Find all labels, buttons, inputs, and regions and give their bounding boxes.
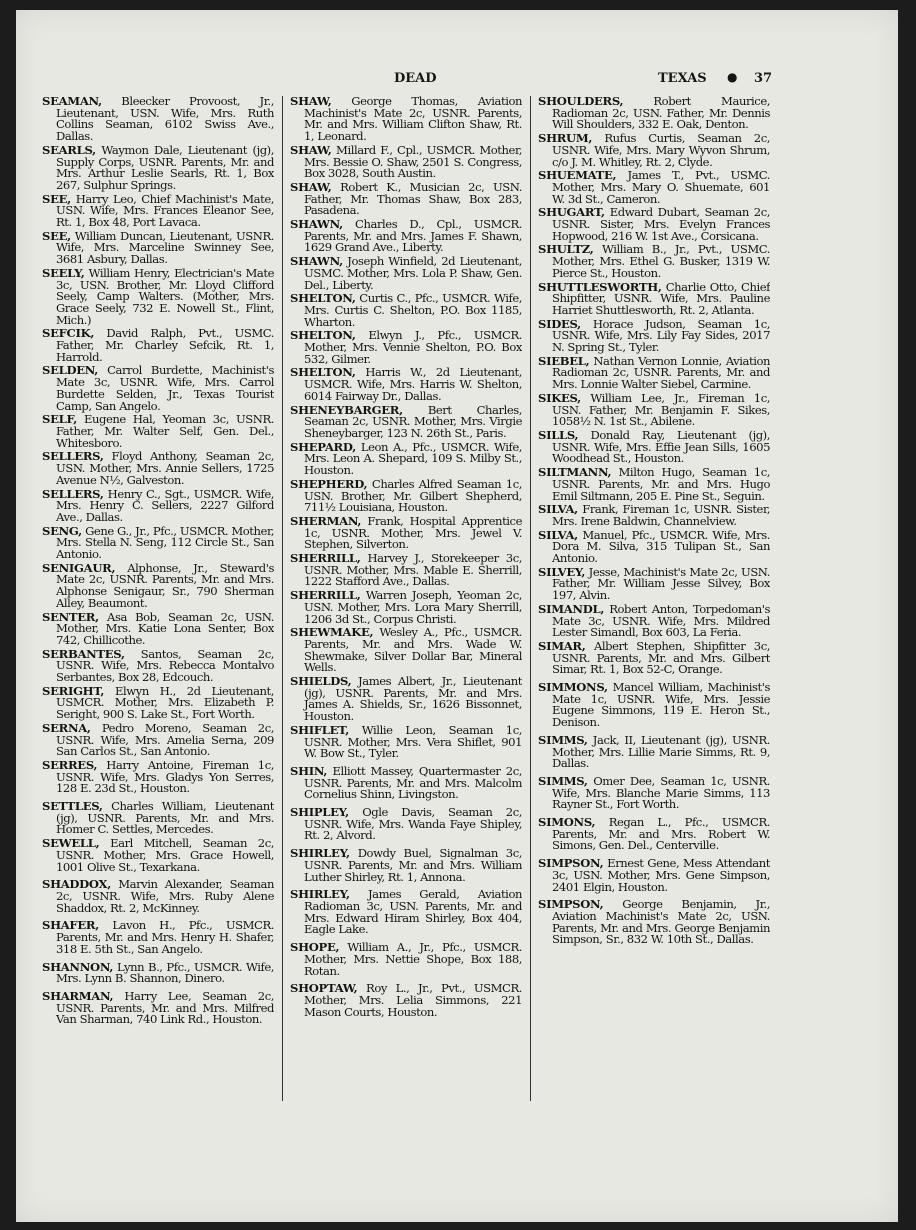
entry-details: Marvin Alexander, Seaman 2c, USNR. Wife, Mrs. Ruby Alene Shaddox, Rt. 2, McKinney. xyxy=(56,877,274,915)
entry-surname: SEAMAN, xyxy=(42,96,102,108)
entry-details: Harvey J., Storekeeper 3c, USNR. Mother, Mrs. Mable E. Sherrill, 1222 Stafford Ave., Dallas. xyxy=(304,551,522,589)
entry-details: Albert Stephen, Shipfitter 3c, USNR. Parents, Mr. and Mrs. Gilbert Simar, Rt. 1, Box 52-C, Orange. xyxy=(552,638,770,677)
entry-surname: SERNA, xyxy=(42,720,91,735)
entry-surname: SILVA, xyxy=(538,527,578,542)
list-entry xyxy=(290,590,522,625)
column-rule xyxy=(530,96,531,1101)
entry-surname: SILLS, xyxy=(538,427,579,442)
entry-surname: SELLERS, xyxy=(42,449,104,464)
entry-details: Lynn B., Pfc., USMCR. Wife, Mrs. Lynn B. Shannon, Dinero. xyxy=(56,959,274,986)
list-entry xyxy=(538,564,770,603)
entry-details: Carrol Burdette, Machinist's Mate 3c, USNR. Wife, Mrs. Carrol Burdette Selden, Jr., Texas Tourist Camp, San Angelo. xyxy=(56,363,274,413)
list-entry xyxy=(290,983,522,1018)
list-entry xyxy=(538,638,770,677)
entry-details: Leon A., Pfc., USMCR. Wife, Mrs. Leon A. Shepard, 109 S. Milby St., Houston. xyxy=(304,439,522,478)
entry-surname: SHADDOX, xyxy=(42,877,111,892)
entry-details: Elwyn J., Pfc., USMCR. Mother, Mrs. Vennie Shelton, P.O. Box 532, Gilmer. xyxy=(304,328,522,366)
list-entry xyxy=(538,527,770,566)
list-entry xyxy=(290,179,522,218)
entry-surname: SHENEYBARGER, xyxy=(290,402,403,417)
list-entry xyxy=(42,801,274,836)
list-entry xyxy=(290,889,522,936)
entry-surname: SHIRLEY, xyxy=(290,887,350,902)
list-entry xyxy=(290,848,522,883)
list-entry xyxy=(42,523,274,562)
entry-surname: SHAWN, xyxy=(290,217,343,232)
entry-surname: SHAW, xyxy=(290,142,332,157)
entry-surname: SHULTZ, xyxy=(538,242,594,257)
entry-surname: SETTLES, xyxy=(42,799,103,814)
entry-details: William B., Jr., Pvt., USMC. Mother, Mrs. Ethel G. Busker, 1319 W. Pierce St., Houston. xyxy=(552,242,770,280)
list-entry xyxy=(538,682,770,729)
entry-details: Mancel William, Machinist's Mate 1c, USNR. Wife, Mrs. Jessie Eugene Simmons, 119 E. Heron St., Denison. xyxy=(552,680,770,730)
entry-surname: SHIELDS, xyxy=(290,674,352,689)
list-entry xyxy=(42,265,274,327)
list-entry xyxy=(538,601,770,640)
list-entry xyxy=(42,988,274,1027)
entry-details: Santos, Seaman 2c, USNR. Wife, Mrs. Rebecca Montalvo Serbantes, Box 28, Edcouch. xyxy=(56,646,274,685)
list-entry xyxy=(290,476,522,515)
entry-details: Charles D., Cpl., USMCR. Parents, Mr. and Mrs. James F. Shawn, 1629 Grand Ave., Liberty. xyxy=(304,217,522,255)
entry-details: Curtis C., Pfc., USMCR. Wife, Mrs. Curtis C. Shelton, P.O. Box 1185, Wharton. xyxy=(304,291,522,329)
list-entry xyxy=(538,773,770,812)
entry-surname: SHELTON, xyxy=(290,365,356,380)
list-entry xyxy=(538,207,770,242)
entry-details: James Gerald, Aviation Radioman 3c, USN. Parents, Mr. and Mrs. Edward Hiram Shirley, Box 404, Eagle Lake. xyxy=(304,887,522,937)
entry-surname: SHAW, xyxy=(290,179,332,194)
entry-details: Jack, II, Lieutenant (jg), USNR. Mother, Mrs. Lillie Marie Simms, Rt. 9, Dallas. xyxy=(552,732,770,771)
list-entry xyxy=(538,316,770,355)
list-entry xyxy=(42,228,274,267)
entry-surname: SIMMONS, xyxy=(538,680,608,695)
entry-surname: SEWELL, xyxy=(42,836,100,851)
entry-details: Harris W., 2d Lieutenant, USMCR. Wife, Mrs. Harris W. Shelton, 6014 Fairway Dr., Dallas. xyxy=(304,365,522,403)
entry-details: Milton Hugo, Seaman 1c, USNR. Parents, Mr. and Mrs. Hugo Emil Siltmann, 205 E. Pine St., Seguin. xyxy=(552,465,770,503)
entry-surname: SIEBEL, xyxy=(538,353,590,368)
entry-details: Asa Bob, Seaman 2c, USN. Mother, Mrs. Katie Lona Senter, Box 742, Chillicothe. xyxy=(56,609,274,647)
list-entry xyxy=(290,367,522,402)
entry-details: James T., Pvt., USMC. Mother, Mrs. Mary O. Shuemate, 601 W. 3d St., Cameron. xyxy=(552,168,770,206)
entry-details: Charles William, Lieutenant (jg), USNR. Parents, Mr. and Mrs. Homer C. Settles, Mercedes. xyxy=(56,799,274,837)
header-bullet: ● xyxy=(727,70,738,84)
entry-details: James Albert, Jr., Lieutenant (jg), USNR. Parents, Mr. and Mrs. James A. Shields, Sr., 1626 Bissonnet, Houston. xyxy=(304,674,522,724)
list-entry xyxy=(42,414,274,449)
entry-surname: SHELTON, xyxy=(290,291,356,306)
list-entry xyxy=(42,191,274,230)
entry-details: Roy L., Jr., Pvt., USMCR. Mother, Mrs. Lelia Simmons, 221 Mason Courts, Houston. xyxy=(304,981,522,1019)
entry-details: Robert Maurice, Radioman 2c, USN. Father, Mr. Dennis Will Shoulders, 332 E. Oak, Denton. xyxy=(552,96,770,132)
entry-surname: SEELY, xyxy=(42,265,85,280)
entry-surname: SHERRILL, xyxy=(290,551,361,566)
entry-surname: SHOPTAW, xyxy=(290,981,358,996)
entry-surname: SHUGART, xyxy=(538,205,605,220)
entry-details: Willie Leon, Seaman 1c, USNR. Mother, Mrs. Vera Shiflet, 901 W. Bow St., Tyler. xyxy=(304,722,522,761)
running-header xyxy=(16,71,898,89)
list-entry xyxy=(538,504,770,527)
list-entry xyxy=(290,627,522,674)
list-entry xyxy=(42,683,274,722)
entry-surname: SIMMS, xyxy=(538,732,588,747)
entry-surname: SHIFLET, xyxy=(290,722,349,737)
entry-surname: SEARLS, xyxy=(42,142,96,157)
list-entry xyxy=(538,244,770,279)
list-entry xyxy=(538,353,770,392)
list-entry xyxy=(290,513,522,552)
list-entry xyxy=(290,219,522,254)
page-number: 37 xyxy=(754,71,773,86)
entry-details: Robert K., Musician 2c, USN. Father, Mr. Thomas Shaw, Box 283, Pasadena. xyxy=(304,179,522,218)
list-entry xyxy=(290,439,522,478)
list-entry xyxy=(538,170,770,205)
list-entry xyxy=(42,920,274,955)
entry-surname: SHERMAN, xyxy=(290,513,362,528)
entry-details: Earl Mitchell, Seaman 2c, USNR. Mother, Mrs. Grace Howell, 1001 Olive St., Texarkana. xyxy=(56,836,274,874)
list-entry xyxy=(538,467,770,502)
entry-surname: SHIRLEY, xyxy=(290,846,350,861)
entry-details: Bleecker Provoost, Jr., Lieutenant, USN. Wife, Mrs. Ruth Collins Seaman, 6102 Swiss Ave., Dallas. xyxy=(56,96,274,144)
entry-surname: SHERRILL, xyxy=(290,588,361,603)
entry-surname: SIMANDL, xyxy=(538,601,605,616)
entry-surname: SENIGAUR, xyxy=(42,560,116,575)
list-entry xyxy=(42,646,274,685)
entry-details: Alphonse, Jr., Steward's Mate 2c, USNR. Parents, Mr. and Mrs. Alphonse Senigaur, Sr., 790 Sherman Alley, Beaumont. xyxy=(56,560,274,610)
entry-details: Rufus Curtis, Seaman 2c, USNR. Wife, Mrs. Mary Wyvon Shrum, c/o J. M. Whitley, Rt. 2, Clyde. xyxy=(552,131,770,169)
entry-surname: SHIPLEY, xyxy=(290,805,349,820)
entry-details: Harry Antoine, Fireman 1c, USNR. Wife, Mrs. Gladys Yon Serres, 128 E. 23d St., Houston. xyxy=(56,757,274,796)
list-entry xyxy=(42,486,274,524)
entry-surname: SHELTON, xyxy=(290,328,356,343)
entry-surname: SEE, xyxy=(42,228,71,243)
list-entry xyxy=(538,279,770,317)
entry-details: Charles Alfred Seaman 1c, USN. Brother, Mr. Gilbert Shepherd, 711½ Louisiana, Houston. xyxy=(304,476,522,515)
entry-details: Frank, Fireman 1c, USNR. Sister, Mrs. Irene Baldwin, Channelview. xyxy=(552,502,770,528)
entry-details: Wesley A., Pfc., USMCR. Parents, Mr. and Mrs. Wade W. Shewmake, Silver Dollar Bar, Mineral Wells. xyxy=(304,625,522,675)
entry-surname: SILTMANN, xyxy=(538,465,612,480)
entry-details: William Duncan, Lieutenant, USNR. Wife, Mrs. Marceline Swinney See, 3681 Asbury, Dallas. xyxy=(56,228,274,267)
list-entry xyxy=(290,676,522,723)
entry-details: George Thomas, Aviation Machinist's Mate 2c, USNR. Parents, Mr. and Mrs. William Clifton Shaw, Rt. 1, Leonard. xyxy=(304,96,522,144)
list-entry xyxy=(290,256,522,291)
list-entry xyxy=(42,838,274,873)
state-title: TEXAS xyxy=(658,71,707,86)
list-entry xyxy=(42,720,274,759)
list-entry xyxy=(538,732,770,771)
entry-surname: SIMPSON, xyxy=(538,897,604,912)
entry-details: Bert Charles, Seaman 2c, USNR. Mother, Mrs. Virgie Sheneybarger, 123 N. 26th St., Paris. xyxy=(304,402,522,440)
entry-details: Manuel, Pfc., USMCR. Wife, Mrs. Dora M. Silva, 315 Tulipan St., San Antonio. xyxy=(552,527,770,566)
list-entry xyxy=(290,96,522,143)
column-rule xyxy=(282,96,283,1101)
list-entry xyxy=(538,817,770,852)
entry-details: William A., Jr., Pfc., USMCR. Mother, Mrs. Nettie Shope, Box 188, Rotan. xyxy=(304,940,522,978)
entry-details: Harry Leo, Chief Machinist's Mate, USN. Wife, Mrs. Frances Eleanor See, Rt. 1, Box 48, Port Lavaca. xyxy=(56,191,274,230)
entry-surname: SERRES, xyxy=(42,757,98,772)
entry-surname: SIMONS, xyxy=(538,815,596,830)
entry-surname: SHEPARD, xyxy=(290,439,356,454)
entry-surname: SENG, xyxy=(42,523,82,538)
entry-details: Charlie Otto, Chief Shipfitter, USNR. Wife, Mrs. Pauline Harriet Shuttlesworth, Rt. 2, Atlanta. xyxy=(552,279,770,317)
entry-details: Jesse, Machinist's Mate 2c, USN. Father, Mr. William Jesse Silvey, Box 197, Alvin. xyxy=(552,564,770,603)
list-entry xyxy=(42,959,274,986)
entry-surname: SHEPHERD, xyxy=(290,476,368,491)
entry-surname: SENTER, xyxy=(42,609,99,624)
list-entry xyxy=(42,96,274,143)
list-entry xyxy=(290,942,522,977)
entry-surname: SHAWN, xyxy=(290,254,343,269)
entry-surname: SELLERS, xyxy=(42,486,104,501)
column-1 xyxy=(42,96,274,1106)
list-entry xyxy=(42,560,274,610)
list-entry xyxy=(290,402,522,440)
list-entry xyxy=(42,365,274,412)
entry-surname: SHEWMAKE, xyxy=(290,625,374,640)
list-entry xyxy=(42,451,274,486)
entry-surname: SIMPSON, xyxy=(538,856,604,871)
document-page xyxy=(16,10,898,1222)
entry-details: Regan L., Pfc., USMCR. Parents, Mr. and Mrs. Robert W. Simons, Gen. Del., Centerville. xyxy=(552,815,770,853)
entry-surname: SEE, xyxy=(42,191,71,206)
entry-surname: SHAW, xyxy=(290,96,332,108)
list-entry xyxy=(290,142,522,181)
entry-surname: SELDEN, xyxy=(42,363,99,378)
entry-details: Elwyn H., 2d Lieutenant, USMCR. Mother, Mrs. Elizabeth P. Seright, 900 S. Lake St., Fort Worth. xyxy=(56,683,274,722)
list-entry xyxy=(290,763,522,802)
entry-surname: SHUTTLESWORTH, xyxy=(538,279,662,294)
entry-surname: SILVA, xyxy=(538,502,578,517)
entry-details: Pedro Moreno, Seaman 2c, USNR. Wife, Mrs. Amelia Serna, 209 San Carlos St., San Antonio. xyxy=(56,720,274,759)
entry-details: William Lee, Jr., Fireman 1c, USN. Father, Mr. Benjamin F. Sikes, 1058½ N. 1st St., Abilene. xyxy=(552,390,770,429)
entry-surname: SHAFER, xyxy=(42,918,99,933)
entry-details: Henry C., Sgt., USMCR. Wife, Mrs. Henry C. Sellers, 2227 Gilford Ave., Dallas. xyxy=(56,486,274,524)
list-entry xyxy=(538,427,770,466)
list-entry xyxy=(290,330,522,365)
entry-surname: SHOPE, xyxy=(290,940,340,955)
entry-surname: SHRUM, xyxy=(538,131,593,146)
list-entry xyxy=(538,133,770,168)
entry-surname: SEFCIK, xyxy=(42,326,95,341)
entry-surname: SIDES, xyxy=(538,316,581,331)
entry-surname: SHOULDERS, xyxy=(538,96,624,108)
entry-details: Dowdy Buel, Signalman 3c, USNR. Parents, Mr. and Mrs. William Luther Shirley, Rt. 1, Annona. xyxy=(304,846,522,884)
list-entry xyxy=(42,142,274,192)
entry-details: Eugene Hal, Yeoman 3c, USNR. Father, Mr. Walter Self, Gen. Del., Whitesboro. xyxy=(56,412,274,450)
entry-surname: SIMAR, xyxy=(538,638,586,653)
entry-surname: SERBANTES, xyxy=(42,646,125,661)
list-entry xyxy=(290,807,522,842)
entry-details: Omer Dee, Seaman 1c, USNR. Wife, Mrs. Blanche Marie Simms, 113 Rayner St., Fort Worth. xyxy=(552,773,770,812)
list-entry xyxy=(42,328,274,363)
entry-details: Elliott Massey, Quartermaster 2c, USNR. Parents, Mr. and Mrs. Malcolm Cornelius Shinn, Livingston. xyxy=(304,763,522,802)
entry-details: David Ralph, Pvt., USMC. Father, Mr. Charley Sefcik, Rt. 1, Harrold. xyxy=(56,326,274,364)
column-2 xyxy=(290,96,522,1106)
list-entry xyxy=(290,553,522,588)
entry-surname: SERIGHT, xyxy=(42,683,105,698)
list-entry xyxy=(538,96,770,131)
list-entry xyxy=(538,899,770,946)
entry-details: Frank, Hospital Apprentice 1c, USNR. Mother, Mrs. Jewel V. Stephen, Silverton. xyxy=(304,513,522,552)
list-entry xyxy=(42,609,274,647)
entry-details: Waymon Dale, Lieutenant (jg), Supply Corps, USNR. Parents, Mr. and Mrs. Arthur Leslie Searls, Rt. 1, Box 267, Sulphur Springs. xyxy=(56,142,274,192)
list-entry xyxy=(538,390,770,429)
column-3 xyxy=(538,96,770,1106)
entry-details: George Benjamin, Jr., Aviation Machinist's Mate 2c, USN. Parents, Mr. and Mrs. George Benjamin Simpson, Sr., 832 W. 10th St., Dallas. xyxy=(552,897,770,947)
list-entry xyxy=(290,293,522,328)
entry-details: Donald Ray, Lieutenant (jg), USNR. Wife, Mrs. Effie Jean Sills, 1605 Woodhead St., Houston. xyxy=(552,427,770,466)
entry-details: Ernest Gene, Mess Attendant 3c, USN. Mother, Mrs. Gene Simpson, 2401 Elgin, Houston. xyxy=(552,856,770,894)
entry-surname: SILVEY, xyxy=(538,564,586,579)
entry-details: Joseph Winfield, 2d Lieutenant, USMC. Mother, Mrs. Lola P. Shaw, Gen. Del., Liberty. xyxy=(304,254,522,292)
entry-surname: SHIN, xyxy=(290,763,328,778)
entry-details: Lavon H., Pfc., USMCR. Parents, Mr. and Mrs. Henry H. Shafer, 318 E. 5th St., San Angelo. xyxy=(56,918,274,956)
entry-details: Harry Lee, Seaman 2c, USNR. Parents, Mr. and Mrs. Milfred Van Sharman, 740 Link Rd., Houston. xyxy=(56,988,274,1027)
entry-surname: SIKES, xyxy=(538,390,581,405)
entry-surname: SHANNON, xyxy=(42,959,114,974)
entry-details: Floyd Anthony, Seaman 2c, USN. Mother, Mrs. Annie Sellers, 1725 Avenue N½, Galveston. xyxy=(56,449,274,487)
entry-details: Edward Dubart, Seaman 2c, USNR. Sister, Mrs. Evelyn Frances Hopwood, 216 W. 1st Ave., Corsicana. xyxy=(552,205,770,243)
entry-details: William Henry, Electrician's Mate 3c, USN. Brother, Mr. Lloyd Clifford Seely, Camp Walters. (Mother, Mrs. Grace Seely, 732 E. Nowell St., Flint, Mich.) xyxy=(56,265,274,327)
entry-details: Millard F., Cpl., USMCR. Mother, Mrs. Bessie O. Shaw, 2501 S. Congress, Box 3028, South Austin. xyxy=(304,142,522,181)
entry-details: Nathan Vernon Lonnie, Aviation Radioman 2c, USNR. Parents, Mr. and Mrs. Lonnie Walter Siebel, Carmine. xyxy=(552,353,770,392)
entry-details: Gene G., Jr., Pfc., USMCR. Mother, Mrs. Stella N. Seng, 112 Circle St., San Antonio. xyxy=(56,523,274,562)
entry-details: Robert Anton, Torpedoman's Mate 3c, USNR. Wife, Mrs. Mildred Lester Simandl, Box 603, La Feria. xyxy=(552,601,770,640)
list-entry xyxy=(538,858,770,893)
entry-details: Warren Joseph, Yeoman 2c, USN. Mother, Mrs. Lora Mary Sherrill, 1206 3d St., Corpus Christi. xyxy=(304,588,522,626)
list-entry xyxy=(42,879,274,914)
list-entry xyxy=(290,722,522,761)
entry-surname: SIMMS, xyxy=(538,773,588,788)
list-entry xyxy=(42,757,274,796)
entry-surname: SELF, xyxy=(42,412,77,427)
entry-surname: SHARMAN, xyxy=(42,988,114,1003)
entry-details: Ogle Davis, Seaman 2c, USNR. Wife, Mrs. Wanda Faye Shipley, Rt. 2, Alvord. xyxy=(304,805,522,843)
entry-details: Horace Judson, Seaman 1c, USNR. Wife, Mrs. Lily Fay Sides, 2017 N. Spring St., Tyler. xyxy=(552,316,770,355)
casualty-list xyxy=(42,96,782,1106)
entry-surname: SHUEMATE, xyxy=(538,168,617,183)
section-title: DEAD xyxy=(394,71,437,86)
